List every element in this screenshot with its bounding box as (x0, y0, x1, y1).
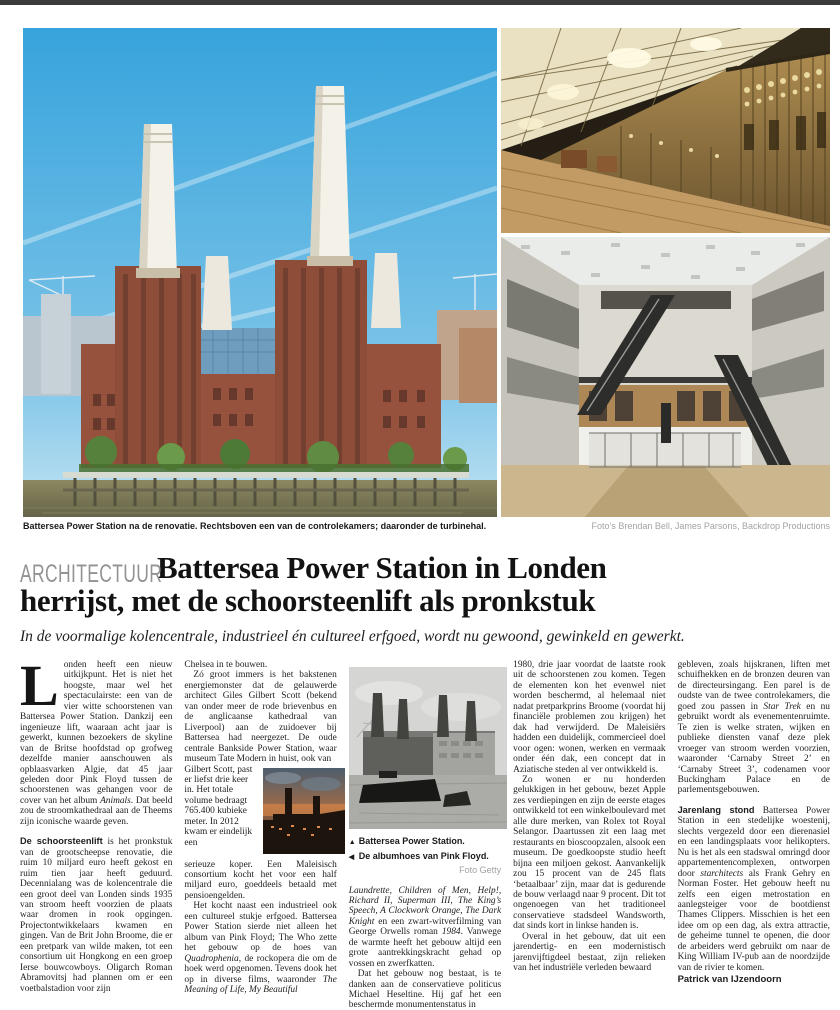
headline-line-2: herrijst, met de schoorsteenlift als pronkstuk (20, 583, 596, 618)
arrow-left-icon: ◀ (348, 853, 355, 861)
album-cover-illustration (263, 768, 345, 854)
standfirst: In de voormalige kolencentrale, industrieel én cultureel erfgoed, wordt nu gewoond, gewinkeld en gewerkt. (20, 628, 685, 645)
inline-photo-credit: Foto Getty (459, 865, 502, 875)
headline-text-1: Battersea Power Station in Londen (157, 550, 607, 585)
paragraph: serieuze koper. Een Maleisisch consortium kocht het voor een half miljard euro, goeddeels betaald met pensioengelden. (184, 859, 337, 901)
article-column-2 (184, 660, 336, 1010)
bw-photo-illustration (349, 667, 507, 829)
paragraph: Chelsea in te bouwen. (184, 660, 268, 670)
historic-bw-photo-battersea (349, 667, 507, 829)
photo-caption: Battersea Power Station na de renovatie. Rechtsboven een van de controlekamers; daaronder de turbinehal. (23, 521, 487, 531)
section-kicker: ARCHITECTUUR (20, 560, 163, 588)
paragraph: Gilbert Scott, past er liefst drie keer in. Het totale volume bedraagt 765.400 kubieke meter. In 2012 kwam er eindelijk een (184, 764, 253, 848)
paragraph: gebleven, zoals hijskranen, liften met schuifhekken en de bronzen deuren van de directeursingang. Een parel is de oudste van de twee controlekamers, die goed zou passen in Star Trek en nu gebruikt wordt als evenementenruimte. Te zien is welke straten, wijken en publieke diensten vanaf deze plek vroeger van stroom werden voorzien, waaronder ‘Carnaby Street 2’ en ‘Carnaby Street 3’, codenamen voor Buckingham Palace en de parlementsgebouwen. (677, 660, 830, 796)
article-body (20, 660, 832, 1010)
article-column-5 (678, 660, 830, 1010)
paragraph: Laundrette, Children of Men, Help!, Richard II, Superman III, The King’s Speech, A Clockwork Orange, The Dark Knight en een zwart-witverfilming van George Orwells roman 1984. Vanwege de warmte heeft het gebouw altijd een grote aantrekkingskracht gehad op vossen en zwerfkatten. (348, 885, 502, 969)
paragraph: De schoorsteenlift is het pronkstuk van de grootscheepse renovatie, die ruim 10 miljard euro heeft gekost en ruim tien jaar heeft geduurd. Decennialang was de kolencentrale die een groot deel van Londen sinds 1935 van stroom heeft voorzien de plaats waar dromen in rook opgingen. Projectontwikkelaars kwamen en gingen. Van de Brit John Broome, die er een pretpark van wilde maken, tot een consortium uit Hongkong en een groep Ierse bouwcowboys. Oligarch Roman Abramovitsj had plannen om er een voetbalstadion voor zijn (20, 836, 173, 994)
turbine-hall-illustration (501, 237, 830, 517)
battersea-exterior-illustration (23, 28, 497, 517)
caption-text: Battersea Power Station. (358, 836, 465, 846)
paragraph: Het kocht naast een industrieel ook een cultureel stukje erfgoed. Battersea Power Station sierde niet alleen het album van Pink Floyd; The Who zette het gebouw op de hoes van Quadrophenia, de rockopera die om de hoek werd opgenomen. Tevens dook het op in diverse films, waaronder The Meaning of Life, My Beautiful (184, 901, 337, 995)
paragraph: Jarenlang stond Battersea Power Station in een stedelijke woestenij, slechts vergezeld door een dierenasiel en een landingsplaats voor helikopters. Nu is het als een stadswal omringd door appartementencomplexen, ontworpen door starchitects als Frank Gehry en Norman Foster. Het gebouw heeft nu zelfs een eigen metrostation en aanlegsteiger voor de bootdienst Thames Clippers. Misschien is het een idee om op een dag, als extra attractie, de geheime tunnel te openen, die door de arbeiders werd gebruikt om naar de King William IV-pub aan de noordzijde van de rivier te komen. (677, 804, 830, 973)
paragraph: 1980, drie jaar voordat de laatste rook uit de schoorstenen zou komen. Tegen de elementen kon het evenwel niet worden beschermd, al helemaal niet nadat pretparkprins Broome (voordat hij financiële problemen zou krijgen) het dak had verwijderd. De Maleisiërs hadden een duidelijk, commercieel doel voor ogen: wonen, werken en vermaak onder één dak, een concept dat in Aziatische steden al ver ontwikkeld is. (513, 660, 666, 775)
page-top-rule (0, 0, 840, 5)
author-byline: Patrick van IJzendoorn (677, 974, 782, 986)
text-wrap-zone (184, 765, 336, 860)
photo-credit: Foto’s Brendan Bell, James Parsons, Backdrop Productions (591, 521, 830, 531)
paragraph: Zo wonen er nu honderden gelukkigen in het gebouw, bezet Apple zes verdiepingen en zijn de eerste etages ontwikkeld tot een winkelboulevard met alle dure merken, van Rolex tot Royal Selangor. Daartussen zit een laag met restaurants en bioscoopzalen, alsook een museum. De goedkoopste studio heeft bijna een miljoen gekost. Aanvankelijk zou 15 procent van de 245 flats ‘betaalbaar’ zijn, maar dat is gedurende de bouw verlaagd naar 9 procent. Dit tot ongenoegen van het traditioneel conservatieve stadsdeel Wandsworth, dat sinds kort in linkse handen is. (513, 774, 666, 932)
paragraph: Dat het gebouw nog bestaat, is te danken aan de conservatieve politicus Michael Heseltine. Hij gaf het een beschermde monumentenstatus in (348, 969, 502, 1010)
inline-photo-caption (349, 835, 501, 877)
control-room-photo (501, 28, 830, 233)
turbine-hall-photo (501, 237, 830, 517)
article-header (20, 551, 822, 646)
caption-text: De albumhoes van Pink Floyd. (358, 850, 489, 861)
caption-line (349, 850, 501, 865)
drop-cap: L (20, 660, 59, 718)
article-column-4 (513, 660, 665, 1010)
paragraph: Zó groot immers is het bakstenen energiemonster dat de gelauwerde architect Giles Gilbert Scott (bekend van onder meer de rode brievenbus en de anglicaanse kathedraal van Liverpool) aan de zuidoever bij Battersea had neergezet. De oude centrale Bankside Power Station, waar museum Tate Modern in huist, ook van (184, 670, 337, 765)
article-column-1 (20, 660, 172, 1010)
control-room-illustration (501, 28, 830, 233)
paragraph: Londen heeft een nieuw uitkijkpunt. Het is niet het hoogste, maar wel het spectaculairste: een van de vier witte schoorstenen van Battersea Power Station. Dankzij een ingenieuze lift, waaraan acht jaar is gewerkt, kunnen bezoekers de skyline van de Britse hoofdstad op grofweg dezelfde manier aanschouwen als opblaasvarken Algie, dat 45 jaar geleden door Pink Floyd tussen de schoorstenen was gehangen voor de cover van het album Animals. Dat beeld zou de stroomkathedraal aan de Theems zijn iconische waarde geven. (20, 660, 173, 827)
headline-line-1 (20, 550, 822, 588)
article-column-3 (349, 660, 501, 1010)
photo-caption-row (23, 521, 830, 532)
arrow-up-icon: ▲ (348, 839, 356, 846)
caption-line (349, 835, 501, 850)
pink-floyd-animals-album-cover-photo (263, 768, 345, 854)
main-photo-battersea-exterior (23, 28, 497, 517)
paragraph: Overal in het gebouw, dat uit een jarendertig- en een modernistisch jarenvijftigdeel bestaat, zijn relieken van het industriële verleden bewaard (513, 931, 666, 974)
